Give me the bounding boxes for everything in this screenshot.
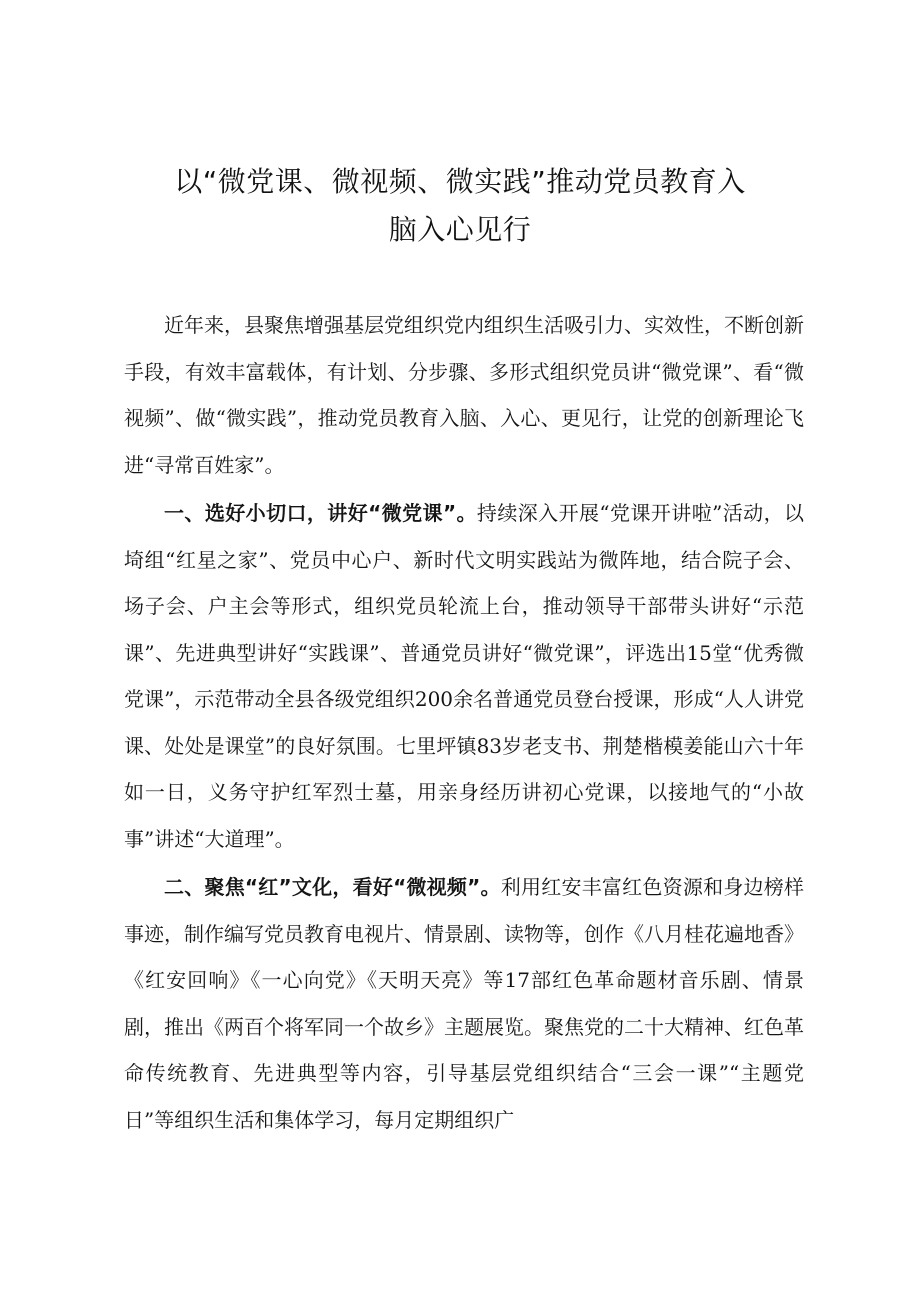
section-1-heading: 一、选好小切口，讲好“微党课”。 <box>164 501 477 525</box>
section-1-paragraph <box>124 490 804 862</box>
title-line-2: 脑入心见行 <box>388 213 532 246</box>
paragraph-text: 近年来，县聚焦增强基层党组织党内组织生活吸引力、实效性，不断创新手段，有效丰富载体，有计划、分步骤、多形式组织党员讲“微党课”、看“微视频”、做“微实践”，推动党员教育入脑、入心、更见行，让党的创新理论飞进“寻常百姓家”。 <box>124 313 804 477</box>
document-title <box>100 158 820 254</box>
document-body <box>124 302 804 1143</box>
section-2-text: 利用红安丰富红色资源和身边榜样事迹，制作编写党员教育电视片、情景剧、读物等，创作《八月桂花遍地香》《红安回响》《一心向党》《天明天亮》等17部红色革命题材音乐剧、情景剧，推出《两百个将军同一个故乡》主题展览。聚焦党的二十大精神、红色革命传统教育、先进典型等内容，引导基层党组织结合“三会一课”“主题党日”等组织生活和集体学习，每月定期组织广 <box>124 875 805 1132</box>
section-2-paragraph <box>124 864 804 1143</box>
section-2-heading: 二、聚焦“红”文化，看好“微视频”。 <box>164 875 501 899</box>
intro-paragraph <box>124 302 804 488</box>
section-1-text: 持续深入开展“党课开讲啦”活动，以埼组“红星之家”、党员中心户、新时代文明实践站为微阵地，结合院子会、场子会、户主会等形式，组织党员轮流上台，推动领导干部带头讲好“示范课”、先进典型讲好“实践课”、普通党员讲好“微党课”，评选出15堂“优秀微党课”，示范带动全县各级党组织200余名普通党员登台授课，形成“人人讲党课、处处是课堂”的良好氛围。七里坪镇83岁老支书、荆楚楷模姜能山六十年如一日，义务守护红军烈士墓，用亲身经历讲初心党课，以接地气的“小故事”讲述“大道理”。 <box>124 501 804 851</box>
title-line-1: 以“微党课、微视频、微实践”推动党员教育入 <box>174 165 746 198</box>
